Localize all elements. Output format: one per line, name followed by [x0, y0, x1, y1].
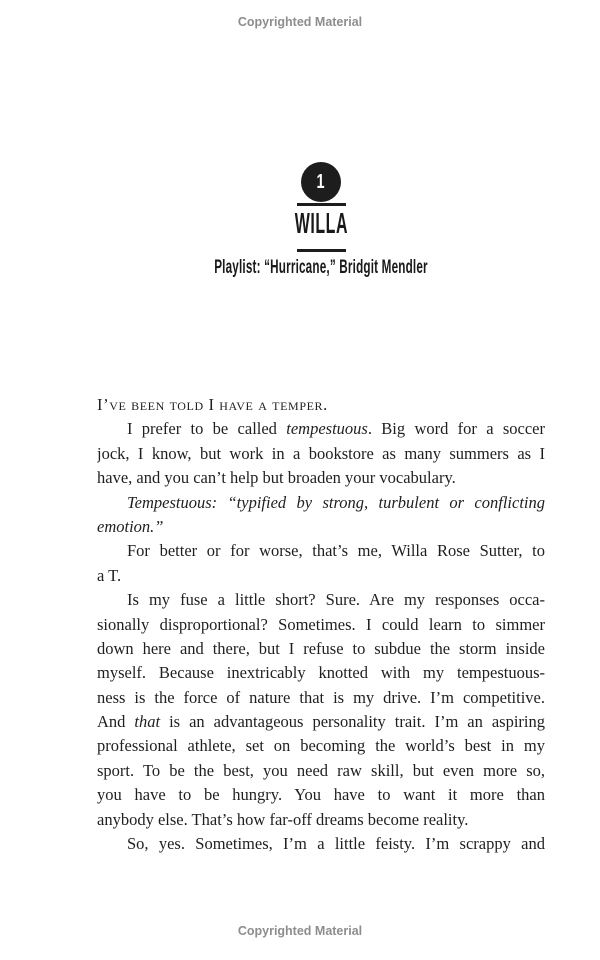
text-segment: Is my fuse a little short? Sure. Are my responses occa- [127, 590, 545, 610]
page-body [97, 393, 545, 856]
text-segment: anybody else. That’s how far-off dreams become reality. [97, 809, 469, 829]
body-line [97, 393, 545, 417]
text-segment: So, yes. Sometimes, I’m a little feisty. I’m scrappy and [127, 834, 545, 854]
playlist-line [98, 256, 544, 278]
body-line [97, 808, 545, 832]
body-line [97, 759, 545, 783]
body-line [97, 539, 545, 563]
copyright-watermark-top: Copyrighted Material [237, 15, 363, 29]
body-line [97, 832, 545, 856]
body-line [97, 588, 545, 612]
text-segment: Tempestuous: “typified by strong, turbulent or conflicting [127, 492, 545, 512]
chapter-number-badge [301, 162, 341, 202]
divider-line-top [297, 203, 346, 206]
body-line [97, 734, 545, 758]
body-line [97, 417, 545, 441]
body-line [97, 661, 545, 685]
text-segment: is an advantageous personality trait. I’m an aspiring [160, 712, 545, 732]
text-segment: tempestuous [286, 419, 368, 439]
chapter-title [98, 209, 544, 239]
text-segment: myself. Because inextricably knotted with my tempestuous- [97, 663, 545, 683]
body-line [97, 515, 545, 539]
body-line [97, 783, 545, 807]
text-segment: have, and you can’t help but broaden your vocabulary. [97, 468, 456, 488]
body-line [97, 466, 545, 490]
text-segment: sport. To be the best, you need raw skill, but even more so, [97, 760, 545, 780]
text-segment: down here and there, but I refuse to subdue the storm inside [97, 638, 545, 658]
body-line [97, 442, 545, 466]
text-segment: I prefer to be called [127, 419, 287, 439]
copyright-watermark-bottom: Copyrighted Material [237, 924, 363, 938]
body-line [97, 637, 545, 661]
body-line [97, 686, 545, 710]
text-segment: For better or for worse, that’s me, Willa Rose Sutter, to [127, 541, 545, 561]
text-segment: a T. [97, 565, 122, 585]
text-segment: you have to be hungry. You have to want it more than [97, 785, 545, 805]
text-segment: And [97, 712, 135, 732]
chapter-number: 1 [316, 170, 326, 193]
body-line [97, 613, 545, 637]
text-segment: that [134, 712, 161, 732]
text-segment: . Big word for a soccer [367, 419, 545, 439]
body-line [97, 491, 545, 515]
body-line [97, 710, 545, 734]
text-segment: I’ve been told I have a temper. [97, 395, 328, 414]
text-segment: jock, I know, but work in a bookstore as many summers as I [97, 443, 545, 463]
text-segment: emotion.” [97, 516, 164, 536]
chapter-title-text: WILLA [294, 208, 348, 240]
text-segment: ness is the force of nature that is my drive. I’m competitive. [97, 687, 545, 707]
playlist-text: Playlist: “Hurricane,” Bridgit Mendler [214, 256, 428, 278]
body-line [97, 564, 545, 588]
text-segment: professional athlete, set on becoming the world’s best in my [97, 736, 545, 756]
text-segment: sionally disproportional? Sometimes. I could learn to simmer [97, 614, 545, 634]
divider-line-bottom [297, 249, 346, 252]
